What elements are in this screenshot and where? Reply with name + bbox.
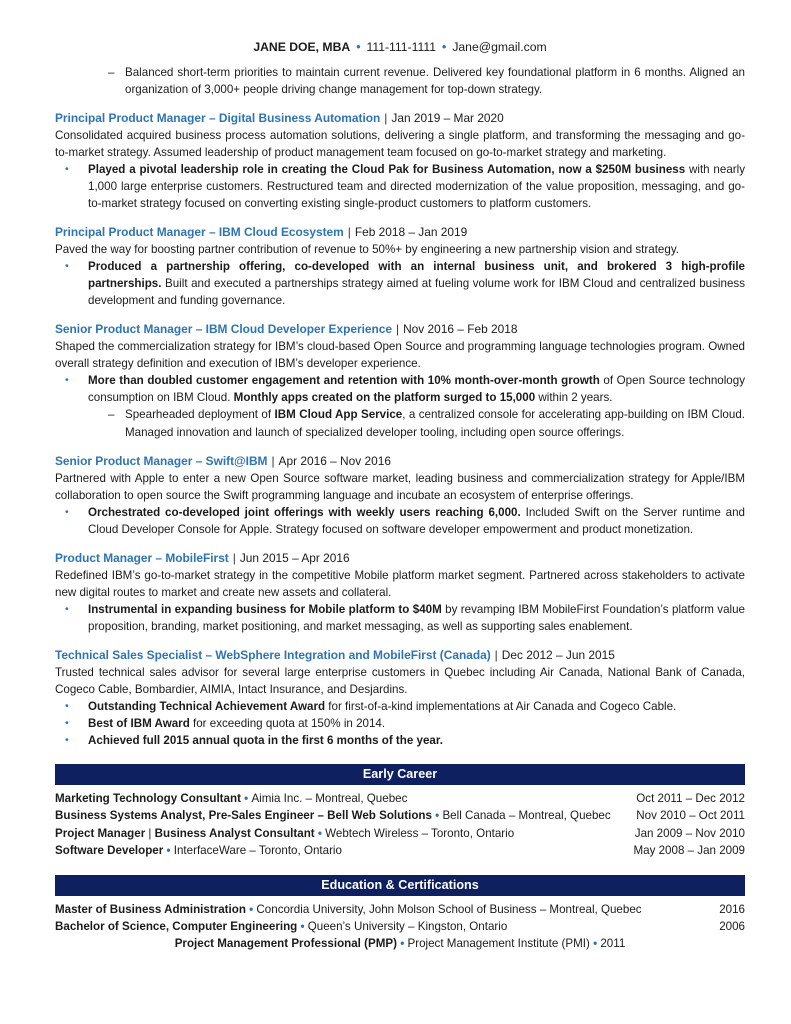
text-run: Aimia Inc. – Montreal, Quebec (251, 791, 408, 805)
early-career-row (55, 790, 745, 807)
row-dates: Jan 2009 – Nov 2010 (634, 826, 745, 840)
job-dates: Feb 2018 – Jan 2019 (354, 225, 468, 240)
separator-dot: • (396, 937, 408, 951)
text-run: Marketing Technology Consultant (55, 791, 241, 805)
job-summary: Paved the way for boosting partner contribution of revenue to 50%+ by engineering a new partnership vision and strategy. (55, 243, 679, 257)
job-section (55, 551, 745, 635)
title-date-separator: | (271, 453, 275, 468)
bullet-text (88, 715, 745, 732)
job-bullets (55, 504, 745, 538)
text-run: for exceeding quota at 150% in 2014. (189, 716, 386, 730)
job-heading (55, 322, 745, 336)
job-dates: Nov 2016 – Feb 2018 (403, 322, 518, 337)
text-run: of Open Source technology consumption on IBM Cloud. (88, 374, 745, 405)
early-career-row (55, 807, 745, 824)
text-run: Business Analyst Consultant (154, 826, 315, 840)
bullet-text (88, 698, 745, 715)
separator-dot: • (245, 902, 257, 916)
text-run: | (145, 826, 155, 840)
text-run: Concordia University, John Molson School of Business – Montreal, Quebec (256, 902, 642, 916)
job-title: Principal Product Manager – Digital Business Automation (55, 111, 381, 126)
early-career-row (55, 825, 745, 842)
email-address: Jane@gmail.com (452, 40, 547, 54)
job-dates: Apr 2016 – Nov 2016 (278, 453, 391, 468)
job-title: Senior Product Manager – Swift@IBM (55, 453, 268, 468)
job-dates: Jun 2015 – Apr 2016 (239, 550, 350, 565)
job-heading (55, 648, 745, 662)
text-run: Bachelor of Science, Computer Engineering (55, 919, 298, 933)
text-run: by revamping IBM MobileFirst Foundation’s platform value proposition, branding, market positioning, and market messaging, as well as supporting sales enablement. (88, 602, 745, 633)
bullet-item (55, 698, 745, 715)
text-run: IBM Cloud App Service (274, 408, 403, 422)
row-dates: 2006 (719, 919, 745, 933)
job-bullets (55, 601, 745, 635)
dot-bullet-icon: • (65, 163, 69, 176)
text-run: Played a pivotal leadership role in creating the Cloud Pak for Business Automation, now a $250M business (88, 163, 686, 177)
text-run: Included Swift on the Server runtime and Cloud Developer Console for Apple. Strategy focused on software developer empowerment and product monetization. (88, 505, 746, 536)
bullet-text (125, 406, 745, 440)
role-text (55, 807, 636, 824)
bullet-text (88, 601, 745, 635)
text-run: Best of IBM Award (88, 716, 190, 730)
job-heading (55, 454, 745, 468)
job-section (55, 454, 745, 538)
bullet-text (125, 64, 745, 98)
dot-bullet-icon: • (65, 716, 69, 729)
text-run: More than doubled customer engagement and retention with 10% month-over-month growth (88, 374, 600, 388)
job-title: Principal Product Manager – IBM Cloud Ecosystem (55, 225, 344, 240)
separator-dot: • (314, 826, 326, 840)
bullet-text (88, 372, 745, 406)
dash-bullet-icon: – (108, 66, 115, 79)
job-section (55, 111, 745, 212)
dot-bullet-icon: • (65, 260, 69, 273)
dot-bullet-icon: • (65, 602, 69, 615)
bullet-item (55, 406, 745, 440)
bullet-text (88, 732, 745, 749)
person-name: JANE DOE, MBA (253, 40, 351, 54)
text-run: Monthly apps created on the platform surged to 15,000 (233, 391, 536, 405)
separator-dot: • (240, 791, 252, 805)
text-run: Outstanding Technical Achievement Award (88, 699, 326, 713)
education-banner: Education & Certifications (55, 875, 745, 896)
job-section (55, 648, 745, 749)
separator-dot: • (589, 937, 601, 951)
bullet-item (55, 64, 745, 98)
text-run: Queen’s University – Kingston, Ontario (307, 919, 508, 933)
title-date-separator: | (396, 322, 400, 337)
role-text (55, 842, 633, 859)
bullet-item (55, 258, 745, 309)
text-run: Project Manager (55, 826, 146, 840)
separator-dot: • (163, 844, 174, 858)
text-run: Webtech Wireless – Toronto, Ontario (325, 826, 515, 840)
bullet-item (55, 601, 745, 635)
bullet-text (88, 258, 745, 309)
role-text (55, 825, 635, 842)
carryover-bullet-list (55, 64, 745, 98)
text-run: Business Systems Analyst, Pre-Sales Engineer – Bell Web Solutions (55, 809, 432, 823)
dash-bullet-icon: – (108, 408, 115, 422)
experience-list (55, 111, 745, 749)
job-heading (55, 111, 745, 125)
title-date-separator: | (347, 225, 351, 240)
dot-bullet-icon: • (65, 505, 69, 518)
phone-number: 111-111-1111 (366, 40, 437, 54)
job-title: Product Manager – MobileFirst (55, 550, 229, 565)
text-run: Spearheaded deployment of (125, 408, 275, 422)
job-summary: Trusted technical sales advisor for several large enterprise customers in Quebec including Air Canada, National Bank of Canada, Cogeco Cable, Bombardier, AIMIA, Intact Insurance, and Desjardins. (55, 665, 745, 696)
title-date-separator: | (384, 111, 388, 126)
job-dates: Dec 2012 – Jun 2015 (501, 647, 615, 662)
text-run: Produced a partnership offering, co-developed with an internal business unit, and brokered 3 high-profile partnerships. (88, 260, 745, 291)
bullet-text (88, 161, 745, 212)
text-run: Orchestrated co-developed joint offerings with weekly users reaching 6,000. (88, 505, 521, 519)
role-text (55, 918, 719, 935)
education-row (55, 918, 745, 935)
separator-dot: • (297, 919, 308, 933)
early-career-banner: Early Career (55, 764, 745, 785)
education-list (55, 901, 745, 936)
job-bullets (55, 161, 745, 212)
text-run: with nearly 1,000 large enterprise customers. Restructured team and directed modernization of the value proposition, messaging, and go-to-market strategy focused on converting existing single-product customers to platform customers. (88, 163, 745, 211)
text-run: Bell Canada – Montreal, Quebec (442, 809, 611, 823)
row-dates: 2016 (719, 902, 745, 916)
education-row (55, 901, 745, 918)
text-run: InterfaceWare – Toronto, Ontario (173, 844, 342, 858)
row-dates: May 2008 – Jan 2009 (633, 844, 745, 858)
title-date-separator: | (494, 647, 498, 662)
job-summary: Consolidated acquired business process automation solutions, delivering a single platform, and transforming the messaging and go-to-market strategy. Assumed leadership of product management team focused on go-to-market strategy and marketing. (55, 129, 745, 160)
row-dates: Oct 2011 – Dec 2012 (636, 791, 745, 805)
dot-bullet-icon: • (65, 699, 69, 712)
separator-dot: • (442, 40, 447, 54)
separator-dot: • (431, 809, 443, 823)
job-summary: Shaped the commercialization strategy for IBM’s cloud-based Open Source and programming language technologies program. Owned overall strategy definition and execution of IBM’s developer experience. (55, 340, 745, 371)
text-run: , a centralized console for accelerating app-building on IBM Cloud. Managed innovation and launch of specialized developer tooling, including open source offerings. (125, 408, 745, 439)
job-title: Senior Product Manager – IBM Cloud Developer Experience (55, 322, 392, 337)
bullet-text (88, 504, 745, 538)
early-career-list (55, 790, 745, 860)
row-dates: Nov 2010 – Oct 2011 (636, 809, 745, 823)
job-section (55, 322, 745, 440)
job-heading (55, 551, 745, 565)
job-summary: Partnered with Apple to enter a new Open Source software market, leading business and commercialization strategy for Apple/IBM collaboration to open source the Swift programming language and incubate an ecosystem of enterprise offerings. (55, 471, 745, 502)
text-run: Master of Business Administration (55, 902, 246, 916)
job-dates: Jan 2019 – Mar 2020 (391, 111, 504, 126)
text-run: for first-of-a-kind implementations at Air Canada and Cogeco Cable. (325, 699, 677, 713)
bullet-item (55, 715, 745, 732)
resume-header (55, 40, 745, 54)
job-bullets (55, 372, 745, 440)
job-summary: Redefined IBM’s go-to-market strategy in the competitive Mobile platform market segment. Partnered across stakeholders to activate new digital routes to market and create new assets and collateral. (55, 568, 745, 599)
text-run: Instrumental in expanding business for Mobile platform to $40M (88, 602, 442, 616)
early-career-row (55, 842, 745, 859)
bullet-item (55, 732, 745, 749)
bullet-item (55, 372, 745, 406)
dot-bullet-icon: • (65, 374, 69, 387)
job-heading (55, 225, 745, 239)
text-run: Project Management Institute (PMI) (407, 937, 590, 951)
bullet-item (55, 504, 745, 538)
text-run: Achieved full 2015 annual quota in the first 6 months of the year. (88, 733, 443, 747)
text-run: Software Developer (55, 844, 164, 858)
certification-line (55, 935, 745, 952)
role-text (55, 901, 719, 918)
job-title: Technical Sales Specialist – WebSphere Integration and MobileFirst (Canada) (55, 647, 491, 662)
role-text (55, 790, 636, 807)
text-run: Balanced short-term priorities to maintain current revenue. Delivered key foundational platform in 6 months. Aligned an organization of 3,000+ people driving change management for top-down strategy. (125, 66, 745, 97)
text-run: Project Management Professional (PMP) (174, 937, 397, 951)
job-bullets (55, 698, 745, 749)
title-date-separator: | (232, 550, 236, 565)
job-section (55, 225, 745, 309)
separator-dot: • (356, 40, 361, 54)
text-run: Built and executed a partnerships strategy aimed at fueling volume work for IBM Cloud and centralized business development and funding governance. (88, 277, 745, 308)
dot-bullet-icon: • (65, 733, 69, 746)
job-bullets (55, 258, 745, 309)
bullet-item (55, 161, 745, 212)
text-run: 2011 (600, 937, 626, 951)
text-run: within 2 years. (535, 391, 613, 405)
